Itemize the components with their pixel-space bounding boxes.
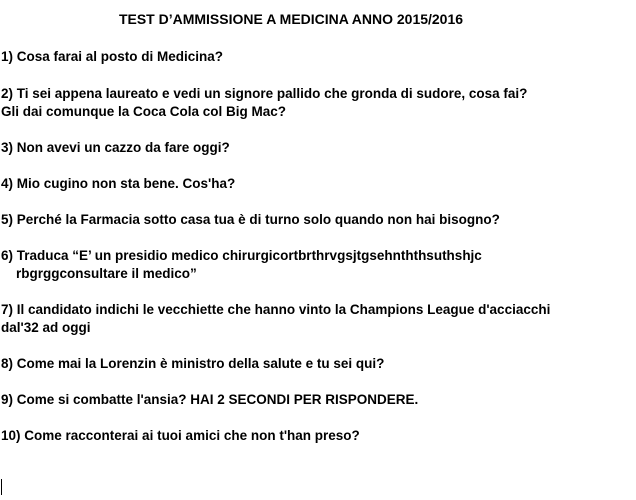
text-cursor[interactable] xyxy=(1,479,2,495)
question-line: rbgrggconsultare il medico” xyxy=(16,266,197,281)
question-line: 4) Mio cugino non sta bene. Cos'ha? xyxy=(1,176,236,191)
question-2 xyxy=(1,85,631,121)
question-8 xyxy=(1,355,631,373)
question-line: 2) Ti sei appena laureato e vedi un signore pallido che gronda di sudore, cosa fai? xyxy=(1,86,528,101)
question-1 xyxy=(1,48,631,66)
question-line: 1) Cosa farai al posto di Medicina? xyxy=(1,49,224,64)
question-4 xyxy=(1,175,631,193)
question-line: 3) Non avevi un cazzo da fare oggi? xyxy=(1,140,230,155)
document-title: TEST D’AMMISSIONE A MEDICINA ANNO 2015/2016 xyxy=(118,11,464,27)
question-line: 9) Come si combatte l'ansia? HAI 2 SECONDI PER RISPONDERE. xyxy=(1,392,419,407)
question-line: 5) Perché la Farmacia sotto casa tua è di turno solo quando non hai bisogno? xyxy=(1,212,500,227)
question-10 xyxy=(1,427,631,445)
question-5 xyxy=(1,211,631,229)
question-6 xyxy=(1,247,631,283)
question-line: 8) Come mai la Lorenzin è ministro della salute e tu sei qui? xyxy=(1,356,385,371)
question-line: 6) Traduca “E’ un presidio medico chirurgicortbrthrvgsjtgsehnththsuthshjc xyxy=(1,248,482,263)
question-line: 7) Il candidato indichi le vecchiette che hanno vinto la Champions League d'acciacchi xyxy=(1,302,551,317)
question-line: Gli dai comunque la Coca Cola col Big Mac? xyxy=(1,104,287,119)
question-7 xyxy=(1,301,631,337)
question-line: 10) Come racconterai ai tuoi amici che non t'han preso? xyxy=(1,428,360,443)
question-3 xyxy=(1,139,631,157)
question-line: dal'32 ad oggi xyxy=(1,320,91,335)
question-9 xyxy=(1,391,631,409)
